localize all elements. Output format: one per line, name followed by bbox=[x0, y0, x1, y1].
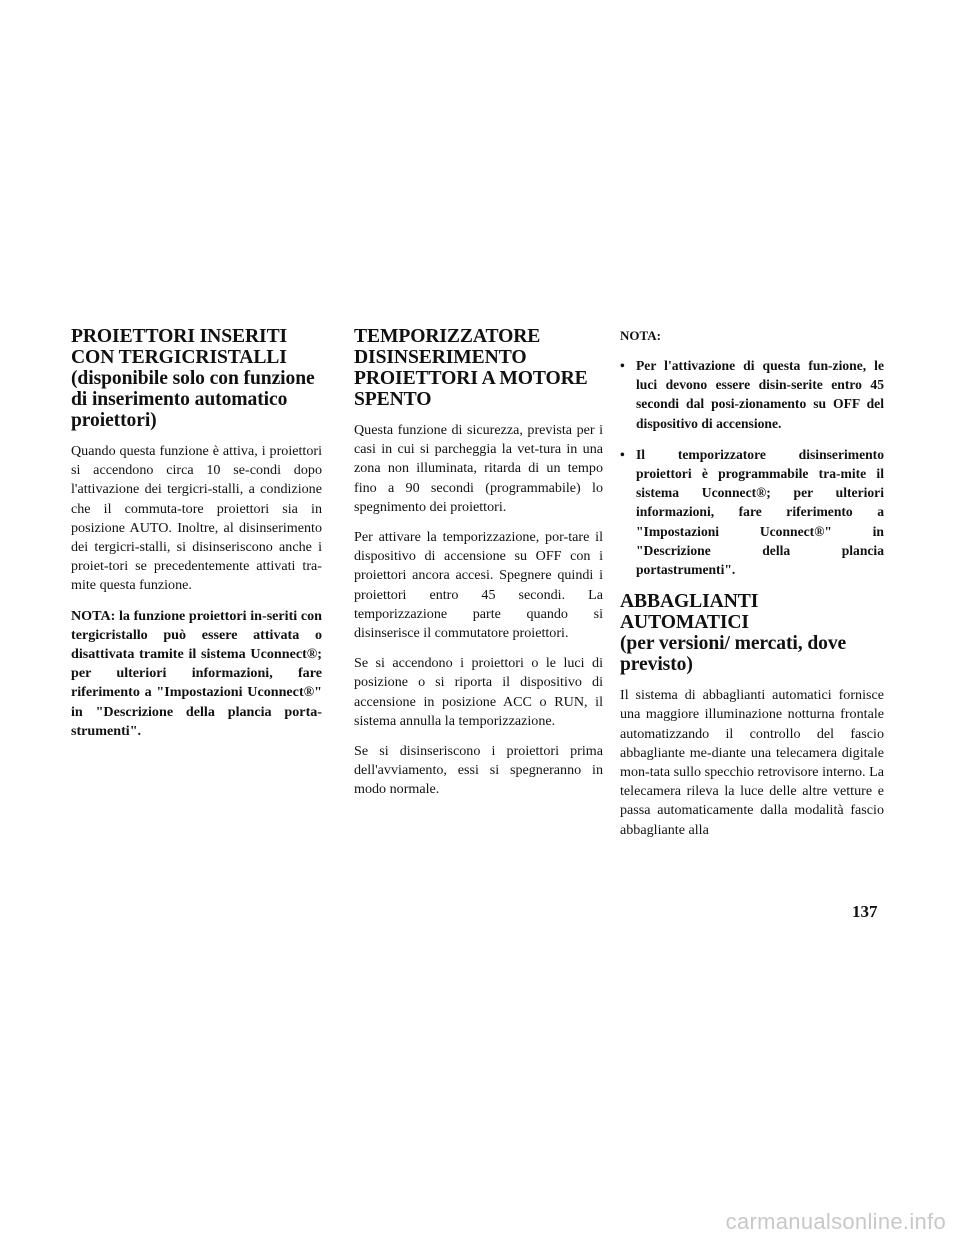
middle-column bbox=[354, 326, 603, 811]
note-paragraph: NOTA: la funzione proiettori in-seriti con tergicristallo può essere attivata o disattivata tramite il sistema Uconnect®; per ulteriori informazioni, fare riferimento a "Impostazioni Uconnect®" in "Descrizione della plancia porta-strumenti". bbox=[71, 607, 322, 739]
body-paragraph: Il sistema di abbaglianti automatici fornisce una maggiore illuminazione notturna frontale automatizzando il controllo del fascio abbagliante me-diante una telecamera digitale mon-tata sullo specchio retrovisore interno. La telecamera rileva la luce delle altre vetture e passa automaticamente dalla modalità fascio abbagliante alla bbox=[620, 687, 884, 838]
heading-title: PROIETTORI INSERITI CON TERGICRISTALLI bbox=[71, 326, 288, 368]
body-paragraph: Se si accendono i proiettori o le luci di posizione o si riporta il dispositivo di accensione in posizione ACC o RUN, il sistema annulla la temporizzazione. bbox=[354, 655, 603, 729]
section-heading-headlight-delay: TEMPORIZZATORE DISINSERIMENTO PROIETTORI A MOTORE SPENTO bbox=[354, 326, 588, 410]
body-paragraph: Quando questa funzione è attiva, i proiettori si accendono circa 10 se-condi dopo l'attivazione dei tergicri-stalli, a condizione che il commuta-tore proiettori sia in posizione AUTO. Inoltre, al disinserimento dei tergicri-stalli, si disinseriscono anche i proiet-tori se precedentemente attivati tra-mite questa funzione. bbox=[71, 443, 322, 594]
note-bullet-list bbox=[620, 356, 884, 579]
note-label: NOTA: bbox=[620, 328, 661, 343]
section-heading-auto-high-beam bbox=[620, 591, 884, 675]
list-item bbox=[620, 445, 884, 579]
bullet-text: Per l'attivazione di questa fun-zione, le luci devono essere disin-serite entro 45 secondi dal posi-zionamento su OFF del dispositivo di accensione. bbox=[636, 358, 884, 431]
list-item bbox=[620, 356, 884, 433]
heading-subtitle: (disponibile solo con funzione di inserimento automatico proiettori) bbox=[71, 368, 315, 431]
body-paragraph: Per attivare la temporizzazione, por-tare il dispositivo di accensione su OFF con i proiettori ancora accesi. Spegnere quindi i proiettori entro 45 secondi. La temporizzazione parte quando si disinserisce il commutatore proiettori. bbox=[354, 529, 603, 642]
page-number: 137 bbox=[852, 902, 878, 921]
watermark: carmanualsonline.info bbox=[725, 1209, 946, 1234]
heading-subtitle: (per versioni/ mercati, dove previsto) bbox=[620, 633, 847, 676]
left-column bbox=[71, 326, 322, 752]
bullet-icon: • bbox=[620, 446, 625, 462]
body-paragraph: Questa funzione di sicurezza, prevista per i casi in cui si parcheggia la vet-tura in una zona non illuminata, ritarda di un tempo fino a 90 secondi (programmabile) lo spegnimento dei proiettori. bbox=[354, 422, 603, 515]
body-paragraph: Se si disinseriscono i proiettori prima dell'avviamento, essi si spegneranno in modo normale. bbox=[354, 743, 603, 798]
heading-title: ABBAGLIANTI AUTOMATICI bbox=[620, 591, 759, 634]
right-column bbox=[620, 326, 884, 851]
bullet-icon: • bbox=[620, 358, 625, 373]
bullet-text: Il temporizzatore disinserimento proiettori è programmabile tra-mite il sistema Uconnect®; per ulteriori informazioni, fare riferimento a "Impostazioni Uconnect®" in "Descrizione della plancia portastrumenti". bbox=[636, 446, 884, 578]
section-heading-wiper-headlights bbox=[71, 326, 322, 431]
